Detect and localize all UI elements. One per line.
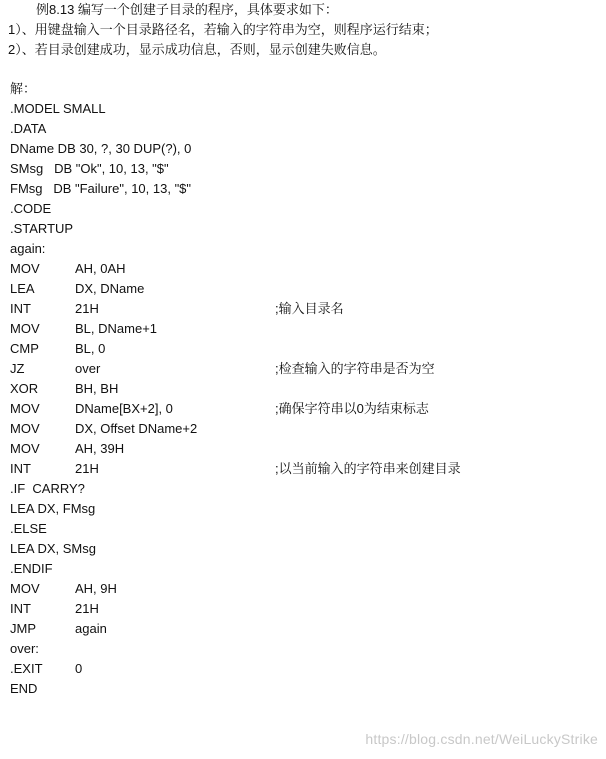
code-mnemonic: JMP [10, 621, 36, 636]
solution-label: 解： [10, 81, 37, 96]
code-line [10, 419, 600, 439]
code-line [10, 399, 600, 419]
code-line [10, 499, 600, 519]
code-mnemonic: FMsg DB "Failure", 10, 13, "$" [10, 181, 192, 196]
code-line [10, 659, 600, 679]
code-mnemonic: over: [10, 641, 39, 656]
code-line [10, 379, 600, 399]
code-mnemonic: SMsg DB "Ok", 10, 13, "$" [10, 161, 169, 176]
code-mnemonic: JZ [10, 361, 25, 376]
code-mnemonic: LEA DX, FMsg [10, 501, 96, 516]
code-comment: ;检查输入的字符串是否为空 [275, 361, 435, 376]
code-operands: BL, 0 [75, 341, 106, 356]
code-mnemonic: LEA DX, SMsg [10, 541, 96, 556]
code-mnemonic: CMP [10, 341, 39, 356]
code-line [10, 459, 600, 479]
code-line [10, 479, 600, 499]
code-operands: 21H [75, 461, 99, 476]
code-mnemonic: .IF CARRY? [10, 481, 85, 496]
code-line [10, 279, 600, 299]
code-operands: again [75, 621, 107, 636]
code-operands: DX, Offset DName+2 [75, 421, 198, 436]
code-mnemonic: MOV [10, 321, 40, 336]
code-line [10, 219, 600, 239]
code-line [10, 179, 600, 199]
code-operands: BL, DName+1 [75, 321, 158, 336]
code-line [10, 679, 600, 699]
code-mnemonic: LEA [10, 281, 35, 296]
code-line [10, 239, 600, 259]
code-line [10, 439, 600, 459]
code-mnemonic: MOV [10, 421, 40, 436]
code-operands: 0 [75, 661, 83, 676]
code-line [10, 639, 600, 659]
code-line [10, 359, 600, 379]
code-comment: ;输入目录名 [275, 301, 344, 316]
code-mnemonic: .MODEL SMALL [10, 101, 106, 116]
assembly-code-block [10, 99, 600, 699]
code-mnemonic: .CODE [10, 201, 52, 216]
code-mnemonic: .ELSE [10, 521, 47, 536]
code-mnemonic: .STARTUP [10, 221, 74, 236]
code-mnemonic: INT [10, 461, 31, 476]
code-line [10, 619, 600, 639]
code-comment: ;以当前输入的字符串来创建目录 [275, 461, 461, 476]
code-mnemonic: .EXIT [10, 661, 43, 676]
code-operands: AH, 0AH [75, 261, 126, 276]
code-operands: 21H [75, 301, 99, 316]
code-operands: DX, DName [75, 281, 145, 296]
code-line [10, 559, 600, 579]
code-line [10, 319, 600, 339]
code-mnemonic: .ENDIF [10, 561, 53, 576]
problem-title: 例8.13 编写一个创建子目录的程序，具体要求如下： [36, 2, 338, 17]
code-line [10, 259, 600, 279]
code-operands: over [75, 361, 101, 376]
code-line [10, 139, 600, 159]
code-line [10, 159, 600, 179]
code-mnemonic: END [10, 681, 38, 696]
code-line [10, 539, 600, 559]
requirement-2: 2）、若目录创建成功，显示成功信息，否则，显示创建失败信息。 [8, 42, 386, 57]
code-line [10, 339, 600, 359]
code-mnemonic: again: [10, 241, 46, 256]
problem-statement [8, 0, 598, 60]
requirement-1: 1）、用键盘输入一个目录路径名，若输入的字符串为空，则程序运行结束； [8, 22, 438, 37]
code-line [10, 119, 600, 139]
code-mnemonic: .DATA [10, 121, 47, 136]
code-mnemonic: XOR [10, 381, 39, 396]
code-mnemonic: MOV [10, 261, 40, 276]
code-line [10, 299, 600, 319]
code-mnemonic: INT [10, 601, 31, 616]
code-line [10, 599, 600, 619]
code-operands: DName[BX+2], 0 [75, 401, 173, 416]
code-operands: AH, 39H [75, 441, 125, 456]
watermark: https://blog.csdn.net/WeiLuckyStrike [365, 731, 598, 747]
code-mnemonic: MOV [10, 401, 40, 416]
code-line [10, 199, 600, 219]
code-mnemonic: MOV [10, 581, 40, 596]
code-operands: AH, 9H [75, 581, 117, 596]
code-mnemonic: DName DB 30, ?, 30 DUP(?), 0 [10, 141, 192, 156]
code-line [10, 579, 600, 599]
code-operands: BH, BH [75, 381, 119, 396]
code-line [10, 99, 600, 119]
code-operands: 21H [75, 601, 99, 616]
code-mnemonic: INT [10, 301, 31, 316]
code-line [10, 519, 600, 539]
code-comment: ;确保字符串以0为结束标志 [275, 401, 429, 416]
code-mnemonic: MOV [10, 441, 40, 456]
